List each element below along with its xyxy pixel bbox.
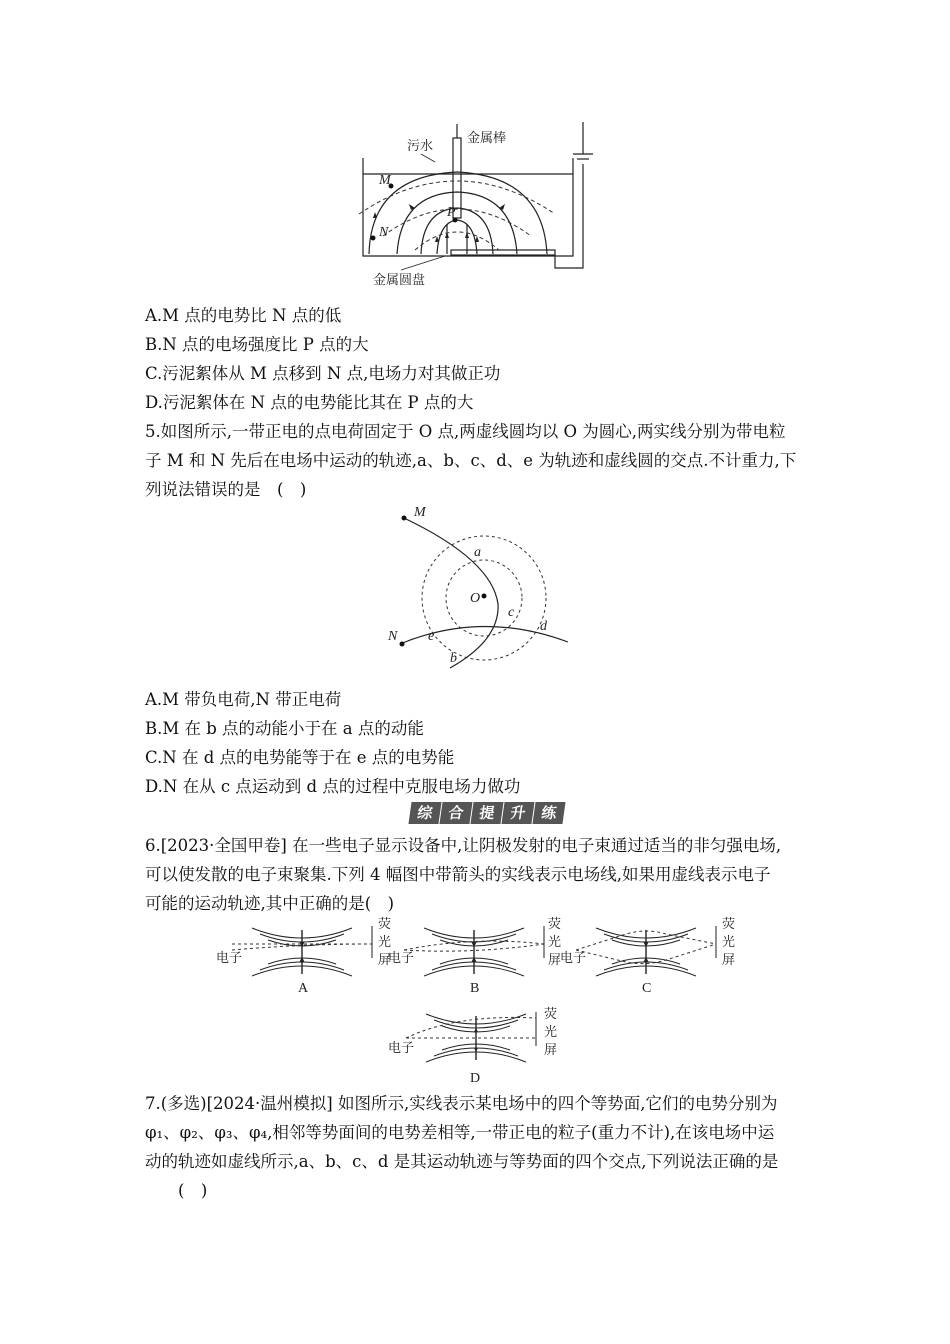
- electron-label-c: 电子: [560, 951, 587, 966]
- label-N: N: [379, 225, 389, 240]
- section-banner: [410, 802, 564, 824]
- q5-option-b: B.M 在 b 点的动能小于在 a 点的动能: [145, 719, 424, 738]
- q5-stem-line-1: 5.如图所示,一带正电的点电荷固定于 O 点,两虚线圆均以 O 为圆心,两实线分别为带电粒: [145, 422, 786, 441]
- q6-stem-line-1: 6.[2023·全国甲卷] 在一些电子显示设备中,让阴极发射的电子束通过适当的非匀强电场,: [145, 836, 782, 855]
- q6-figure-d: [386, 1004, 576, 1088]
- banner-char: 合: [439, 802, 472, 824]
- caption-d: D: [470, 1071, 481, 1086]
- banner-char: 综: [408, 802, 441, 824]
- q7-answer-bracket: ( ): [178, 1181, 208, 1200]
- q4-option-c: C.污泥絮体从 M 点移到 N 点,电场力对其做正功: [145, 364, 501, 383]
- q5-stem-line-2: 子 M 和 N 先后在电场中运动的轨迹,a、b、c、d、e 为轨迹和虚线圆的交点.不计重力,下: [145, 451, 797, 470]
- caption-c: C: [642, 981, 652, 996]
- screen-label-d-3: 屏: [544, 1043, 558, 1058]
- q6-figure-a: [216, 916, 391, 996]
- label-M5: M: [414, 505, 426, 520]
- banner-char: 练: [532, 802, 565, 824]
- q6-stem-line-3: 可能的运动轨迹,其中正确的是( ): [145, 894, 395, 913]
- label-O: O: [470, 591, 481, 606]
- label-a: a: [474, 545, 481, 560]
- q5-option-a: A.M 带负电荷,N 带正电荷: [145, 690, 342, 709]
- q7-stem-line-3: 动的轨迹如虚线所示,a、b、c、d 是其运动轨迹与等势面的四个交点,下列说法正确的是: [145, 1152, 779, 1171]
- point-N: [371, 236, 376, 241]
- figure-point-charge-trajectories: [382, 500, 582, 672]
- label-N5: N: [388, 629, 398, 644]
- banner-char: 升: [501, 802, 534, 824]
- q6-figure-c: [560, 916, 735, 996]
- label-metal-rod: 金属棒: [467, 131, 507, 146]
- label-metal-disk: 金属圆盘: [373, 273, 426, 288]
- screen-label-a-1: 荧: [378, 917, 392, 932]
- q5-option-c: C.N 在 d 点的电势能等于在 e 点的电势能: [145, 748, 455, 767]
- q6-figures-row: [212, 914, 742, 1004]
- q5-option-d: D.N 在从 c 点运动到 d 点的过程中克服电场力做功: [145, 777, 521, 796]
- screen-label-c-1: 荧: [722, 917, 736, 932]
- electron-label-a: 电子: [216, 951, 243, 966]
- label-P: P: [447, 205, 456, 220]
- q5-stem-line-3: 列说法错误的是 ( ): [145, 480, 307, 499]
- label-sewage: 污水: [407, 139, 434, 154]
- q7-stem-line-1: 7.(多选)[2024·温州模拟] 如图所示,实线表示某电场中的四个等势面,它们的电势分别为: [145, 1094, 778, 1113]
- screen-label-b-3: 屏: [548, 953, 562, 968]
- label-M: M: [379, 173, 391, 188]
- screen-label-a-2: 光: [378, 935, 392, 950]
- electron-label-d: 电子: [388, 1041, 415, 1056]
- screen-label-c-2: 光: [722, 935, 736, 950]
- banner-char: 提: [470, 802, 503, 824]
- q4-option-d: D.污泥絮体在 N 点的电势能比其在 P 点的大: [145, 393, 474, 412]
- q4-option-b: B.N 点的电场强度比 P 点的大: [145, 335, 369, 354]
- figure-sewage-field: [355, 118, 595, 296]
- q7-stem-line-2: φ₁、φ₂、φ₃、φ₄,相邻等势面间的电势差相等,一带正电的粒子(重力不计),在该电场中运: [145, 1123, 775, 1142]
- caption-a: A: [298, 981, 309, 996]
- label-d: d: [540, 619, 547, 634]
- electron-label-b: 电子: [388, 951, 415, 966]
- screen-label-c-3: 屏: [722, 953, 736, 968]
- screen-label-d-1: 荧: [544, 1007, 558, 1022]
- screen-label-b-2: 光: [548, 935, 562, 950]
- screen-label-d-2: 光: [544, 1025, 558, 1040]
- q4-option-a: A.M 点的电势比 N 点的低: [145, 306, 342, 325]
- label-e: e: [428, 629, 435, 644]
- q6-figure-b: [388, 916, 561, 996]
- label-b: b: [450, 651, 457, 666]
- q6-stem-line-2: 可以使发散的电子束聚集.下列 4 幅图中带箭头的实线表示电场线,如果用虚线表示电子: [145, 865, 771, 884]
- caption-b: B: [470, 981, 480, 996]
- screen-label-a-3: 屏: [378, 953, 392, 968]
- screen-label-b-1: 荧: [548, 917, 562, 932]
- label-c: c: [508, 605, 515, 620]
